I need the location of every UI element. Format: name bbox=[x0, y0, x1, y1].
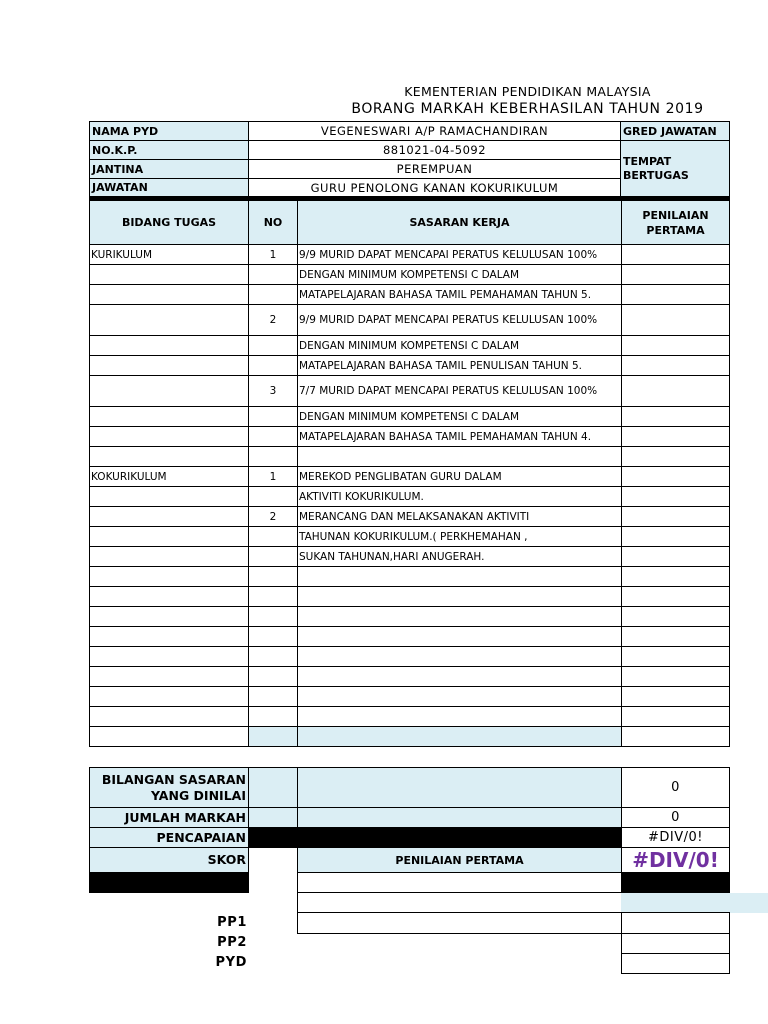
no-cell: 1 bbox=[248, 466, 298, 487]
pp1-label: PP1 bbox=[217, 915, 247, 930]
penilaian-cell bbox=[621, 526, 730, 547]
penilaian-row-2 bbox=[297, 892, 622, 913]
no-cell: 1 bbox=[248, 244, 298, 265]
bidang-cell bbox=[89, 626, 249, 647]
bilangan-label: BILANGAN SASARAN YANG DINILAI bbox=[89, 767, 249, 808]
penilaian-pertama-label: PENILAIAN PERTAMA bbox=[297, 847, 622, 873]
bilangan-no-cell bbox=[248, 767, 298, 808]
penilaian-cell bbox=[621, 546, 730, 567]
no-cell bbox=[248, 284, 298, 305]
bidang-cell: KOKURIKULUM bbox=[89, 466, 249, 487]
pencapaian-value: #DIV/0! bbox=[621, 827, 730, 848]
no-cell bbox=[248, 426, 298, 447]
header-sasaran-kerja: SASARAN KERJA bbox=[297, 200, 622, 245]
nama-label: NAMA PYD bbox=[89, 121, 249, 141]
penilaian-cell bbox=[621, 566, 730, 587]
penilaian-cell bbox=[621, 375, 730, 407]
pencapaian-label: PENCAPAIAN bbox=[89, 827, 249, 848]
bidang-cell bbox=[89, 646, 249, 667]
no-cell bbox=[248, 686, 298, 707]
form-title: BORANG MARKAH KEBERHASILAN TAHUN 2019 bbox=[351, 101, 704, 117]
ministry-title: KEMENTERIAN PENDIDIKAN MALAYSIA bbox=[404, 84, 651, 99]
sasaran-cell: TAHUNAN KOKURIKULUM.( PERKHEMAHAN , bbox=[297, 526, 622, 547]
sasaran-cell bbox=[297, 586, 622, 607]
bidang-cell bbox=[89, 546, 249, 567]
bidang-cell bbox=[89, 606, 249, 627]
jumlah-label: JUMLAH MARKAH bbox=[89, 807, 249, 828]
sasaran-cell: MATAPELAJARAN BAHASA TAMIL PEMAHAMAN TAHUN 5. bbox=[297, 284, 622, 305]
tempat-label: TEMPAT BERTUGAS bbox=[620, 140, 730, 197]
penilaian-cell bbox=[621, 284, 730, 305]
bidang-cell: KURIKULUM bbox=[89, 244, 249, 265]
penilaian-cell bbox=[621, 666, 730, 687]
sasaran-cell: 7/7 MURID DAPAT MENCAPAI PERATUS KELULUSAN 100% bbox=[297, 375, 622, 407]
bidang-cell bbox=[89, 726, 249, 747]
penilaian-cell bbox=[621, 646, 730, 667]
penilaian-cell bbox=[621, 304, 730, 336]
nokp-value: 881021-04-5092 bbox=[248, 140, 621, 160]
header-no: NO bbox=[248, 200, 298, 245]
no-cell: 2 bbox=[248, 506, 298, 527]
penilaian-cell bbox=[621, 426, 730, 447]
penilaian-cell bbox=[621, 406, 730, 427]
skor-blackout bbox=[89, 872, 249, 893]
sasaran-cell bbox=[297, 626, 622, 647]
sasaran-cell: 9/9 MURID DAPAT MENCAPAI PERATUS KELULUSAN 100% bbox=[297, 304, 622, 336]
sasaran-cell bbox=[297, 706, 622, 727]
no-cell bbox=[248, 626, 298, 647]
sasaran-cell bbox=[297, 446, 622, 467]
bidang-cell bbox=[89, 335, 249, 356]
sasaran-cell: MATAPELAJARAN BAHASA TAMIL PEMAHAMAN TAHUN 4. bbox=[297, 426, 622, 447]
penilaian-cell bbox=[621, 706, 730, 727]
penilaian-cell bbox=[621, 244, 730, 265]
sasaran-cell: DENGAN MINIMUM KOMPETENSI C DALAM bbox=[297, 264, 622, 285]
sasaran-cell: AKTIVITI KOKURIKULUM. bbox=[297, 486, 622, 507]
penilaian-cell bbox=[621, 686, 730, 707]
no-cell bbox=[248, 566, 298, 587]
penilaian-blackout bbox=[621, 872, 730, 893]
jawatan-value: GURU PENOLONG KANAN KOKURIKULUM bbox=[248, 178, 621, 197]
no-cell bbox=[248, 726, 298, 747]
sasaran-cell: MERANCANG DAN MELAKSANAKAN AKTIVITI bbox=[297, 506, 622, 527]
sasaran-cell bbox=[297, 646, 622, 667]
penilaian-row-3 bbox=[297, 912, 622, 934]
bidang-cell bbox=[89, 264, 249, 285]
jantina-label: JANTINA bbox=[89, 159, 249, 179]
nama-value: VEGENESWARI A/P RAMACHANDIRAN bbox=[248, 121, 621, 141]
bilangan-sasaran-cell bbox=[297, 767, 622, 808]
bidang-cell bbox=[89, 506, 249, 527]
sasaran-cell bbox=[297, 726, 622, 747]
bidang-cell bbox=[89, 406, 249, 427]
sasaran-cell bbox=[297, 566, 622, 587]
penilaian-cell bbox=[621, 466, 730, 487]
bidang-cell bbox=[89, 426, 249, 447]
sasaran-cell: MEREKOD PENGLIBATAN GURU DALAM bbox=[297, 466, 622, 487]
bidang-cell bbox=[89, 486, 249, 507]
penilaian-cell bbox=[621, 355, 730, 376]
bidang-cell bbox=[89, 706, 249, 727]
skor-value: #DIV/0! bbox=[621, 847, 730, 873]
bidang-cell bbox=[89, 586, 249, 607]
jawatan-label: JAWATAN bbox=[89, 178, 249, 197]
jumlah-value: 0 bbox=[621, 807, 730, 828]
no-cell bbox=[248, 486, 298, 507]
sasaran-cell: SUKAN TAHUNAN,HARI ANUGERAH. bbox=[297, 546, 622, 567]
no-cell bbox=[248, 355, 298, 376]
bidang-cell bbox=[89, 686, 249, 707]
no-cell: 3 bbox=[248, 375, 298, 407]
skor-label: SKOR bbox=[89, 847, 249, 873]
penilaian-row-1 bbox=[297, 872, 622, 893]
jantina-value: PEREMPUAN bbox=[248, 159, 621, 179]
no-cell bbox=[248, 546, 298, 567]
no-cell bbox=[248, 526, 298, 547]
bidang-cell bbox=[89, 666, 249, 687]
no-cell bbox=[248, 706, 298, 727]
pp2-sign-cell bbox=[621, 933, 730, 954]
penilaian-cell bbox=[621, 335, 730, 356]
no-cell bbox=[248, 446, 298, 467]
nokp-label: NO.K.P. bbox=[89, 140, 249, 160]
penilaian-cell bbox=[621, 506, 730, 527]
pp1-sign-cell bbox=[621, 912, 730, 934]
sasaran-cell: 9/9 MURID DAPAT MENCAPAI PERATUS KELULUSAN 100% bbox=[297, 244, 622, 265]
sasaran-cell: MATAPELAJARAN BAHASA TAMIL PENULISAN TAHUN 5. bbox=[297, 355, 622, 376]
bidang-cell bbox=[89, 446, 249, 467]
header-bidang-tugas: BIDANG TUGAS bbox=[89, 200, 249, 245]
gred-label: GRED JAWATAN bbox=[620, 121, 730, 141]
penilaian-cell bbox=[621, 606, 730, 627]
header-penilaian-pertama: PENILAIAN PERTAMA bbox=[621, 200, 730, 245]
penilaian-cell bbox=[621, 726, 730, 747]
no-cell bbox=[248, 406, 298, 427]
no-cell bbox=[248, 666, 298, 687]
blue-fill-strip bbox=[621, 893, 768, 913]
sasaran-cell: DENGAN MINIMUM KOMPETENSI C DALAM bbox=[297, 406, 622, 427]
penilaian-cell bbox=[621, 486, 730, 507]
bidang-cell bbox=[89, 355, 249, 376]
bidang-cell bbox=[89, 284, 249, 305]
pyd-sign-cell bbox=[621, 953, 730, 974]
no-cell bbox=[248, 264, 298, 285]
sasaran-cell bbox=[297, 666, 622, 687]
sasaran-cell bbox=[297, 686, 622, 707]
sasaran-cell: DENGAN MINIMUM KOMPETENSI C DALAM bbox=[297, 335, 622, 356]
penilaian-cell bbox=[621, 264, 730, 285]
sasaran-cell bbox=[297, 606, 622, 627]
penilaian-cell bbox=[621, 446, 730, 467]
no-cell bbox=[248, 646, 298, 667]
bidang-cell bbox=[89, 375, 249, 407]
bilangan-value: 0 bbox=[621, 767, 730, 808]
bidang-cell bbox=[89, 526, 249, 547]
penilaian-cell bbox=[621, 586, 730, 607]
pp2-label: PP2 bbox=[217, 935, 247, 950]
pyd-label: PYD bbox=[215, 955, 247, 970]
penilaian-cell bbox=[621, 626, 730, 647]
no-cell bbox=[248, 606, 298, 627]
no-cell bbox=[248, 586, 298, 607]
no-cell: 2 bbox=[248, 304, 298, 336]
pencapaian-blackout bbox=[248, 827, 622, 848]
bidang-cell bbox=[89, 566, 249, 587]
jumlah-no-cell bbox=[248, 807, 298, 828]
no-cell bbox=[248, 335, 298, 356]
bidang-cell bbox=[89, 304, 249, 336]
jumlah-sasaran-cell bbox=[297, 807, 622, 828]
